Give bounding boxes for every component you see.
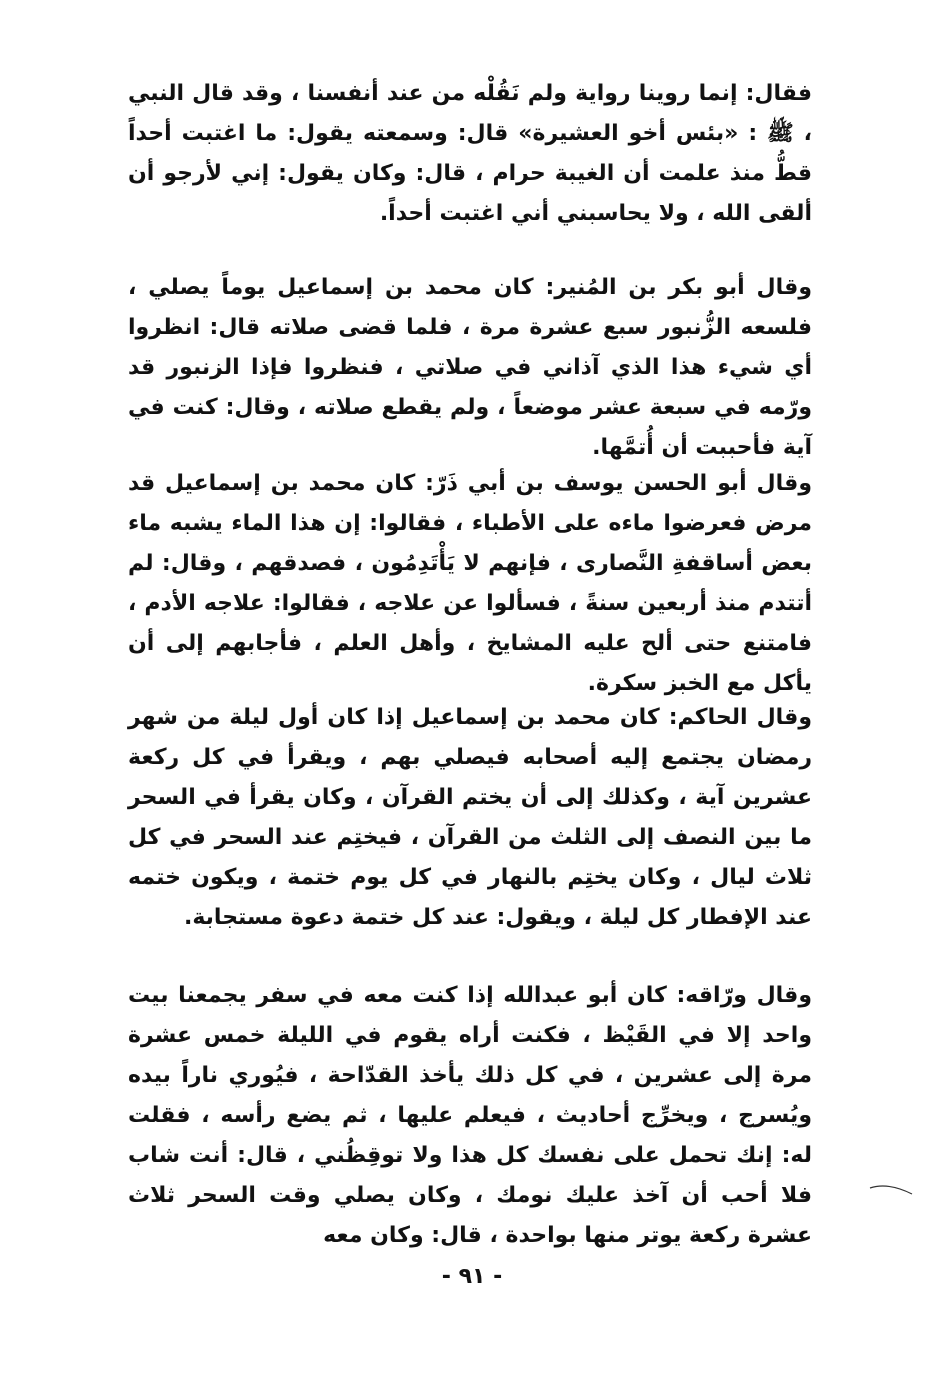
page-number: - ٩١ - [441, 1264, 503, 1289]
paragraph-3: وقال أبو الحسن يوسف بن أبي ذَرّ: كان محمد بن إسماعيل قد مرض فعرضوا ماءه على الأطباء ، فقالوا: إن هذا الماء يشبه ماء بعض أساقفةِ النَّصارى ، فإنهم لا يَأْتَدِمُون ، فصدقهم ، وقال: لم أتتدم منذ أربعين سنةً ، فسألوا عن علاجه ، فقالوا: علاجه الأدم ، فامتنع حتى ألح عليه المشايخ ، وأهل العلم ، فأجابهم إلى أن يأكل مع الخبز سكرة. [128, 471, 812, 696]
paragraph-4: وقال الحاكم: كان محمد بن إسماعيل إذا كان أول ليلة من شهر رمضان يجتمع إليه أصحابه فيصلي بهم ، ويقرأ في كل ركعة عشرين آية ، وكذلك إلى أن يختم القرآن ، وكان يقرأ في السحر ما بين النصف إلى الثلث من القرآن ، فيختِم عند السحر في كل ثلاث ليال ، وكان يختِم بالنهار في كل يوم ختمة ، ويكون ختمه عند الإفطار كل ليلة ، ويقول: عند كل ختمة دعوة مستجابة. [128, 705, 812, 930]
paragraph-5: وقال ورّاقه: كان أبو عبدالله إذا كنت معه في سفر يجمعنا بيت واحد إلا في القَيْظ ، فكنت أراه يقوم في الليلة خمس عشرة مرة إلى عشرين ، في كل ذلك يأخذ القدّاحة ، فيُوري ناراً بيده ويُسرج ، ويخرِّج أحاديث ، فيعلم عليها ، ثم يضع رأسه ، فقلت له: إنك تحمل على نفسك كل هذا ولا توقِظُني ، قال: أنت شاب فلا أحب أن آخذ عليك نومك ، وكان يصلي وقت السحر ثلاث عشرة ركعة يوتر منها بواحدة ، قال: وكان معه [128, 983, 812, 1248]
paragraph-1: فقال: إنما روينا رواية ولم نَقُلْه من عند أنفسنا ، وقد قال النبي ، ﷺ : «بئس أخو العشيرة» قال: وسمعته يقول: ما اغتبت أحداً قطُّ منذ علمت أن الغيبة حرام ، قال: وكان يقول: إني لأرجو أن ألقى الله ، ولا يحاسبني أني اغتبت أحداً. [128, 81, 812, 226]
margin-scan-mark [868, 1180, 914, 1200]
paragraph-2: وقال أبو بكر بن المُنير: كان محمد بن إسماعيل يوماً يصلي ، فلسعه الزُّنبور سبع عشرة مرة ، فلما قضى صلاته قال: انظروا أي شيء هذا الذي آذاني في صلاتي ، فنظروا فإذا الزنبور قد ورّمه في سبعة عشر موضعاً ، ولم يقطع صلاته ، وقال: كنت في آية فأحببت أن أُتمَّها. [128, 275, 812, 460]
